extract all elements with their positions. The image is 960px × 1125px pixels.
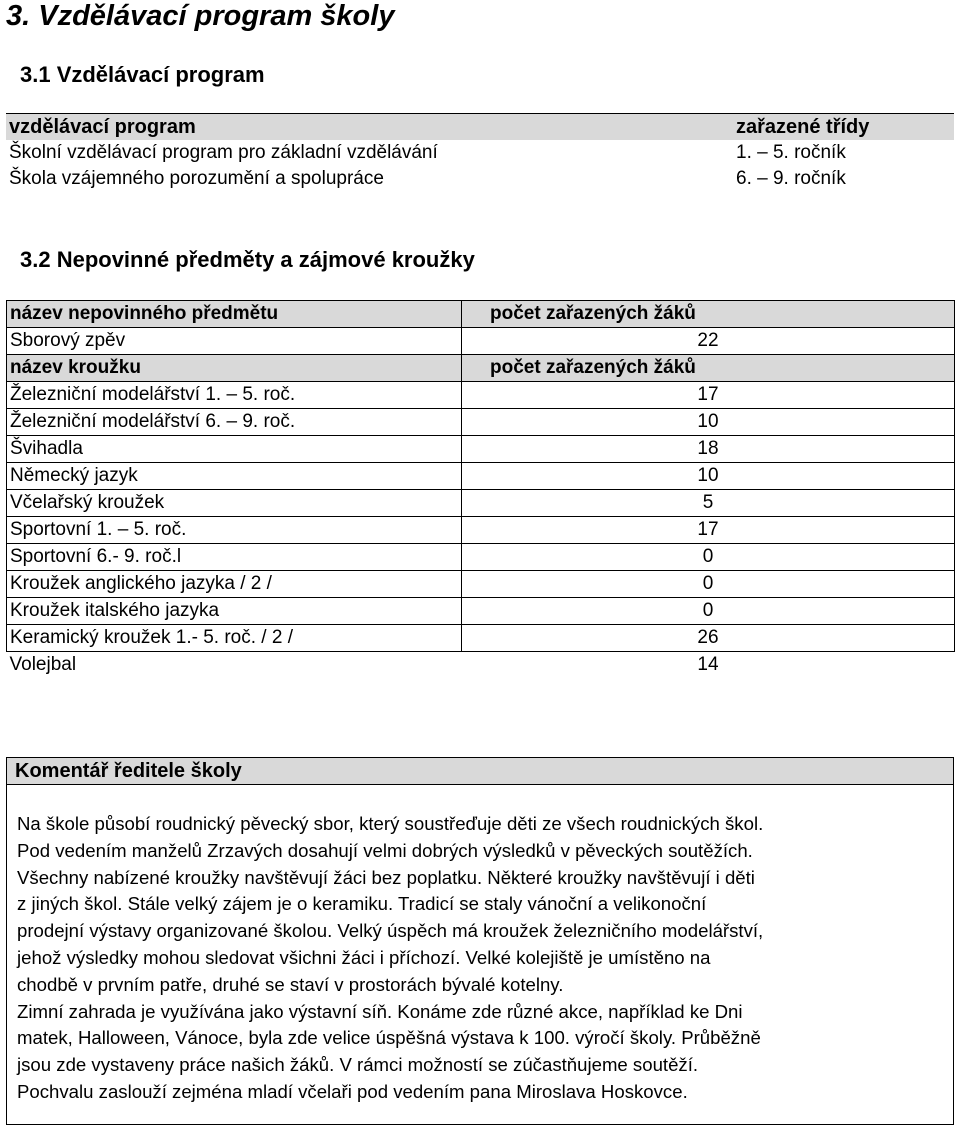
- comment-line: Pod vedením manželů Zrzavých dosahují velmi dobrých výsledků v pěveckých soutěžích.: [17, 839, 753, 861]
- classes-cell: 6. – 9. ročník: [736, 168, 846, 189]
- table-row: [7, 409, 955, 436]
- club-count-cell: 0: [462, 571, 955, 598]
- comment-line: prodejní výstavy organizované školou. Velký úspěch má kroužek železničního modelářství,: [17, 920, 764, 942]
- classes-cell: 1. – 5. ročník: [736, 142, 846, 163]
- comment-heading: Komentář ředitele školy: [7, 758, 953, 785]
- table-row: [7, 544, 955, 571]
- comment-line: z jiných škol. Stále velký zájem je o keramiku. Tradicí se staly vánoční a velikonoční: [17, 893, 707, 915]
- club-count-cell: 14: [462, 652, 955, 679]
- club-count-cell: 0: [462, 598, 955, 625]
- table-row: [7, 436, 955, 463]
- comment-line: Pochvalu zaslouží zejména mladí včelaři pod vedením pana Miroslava Hoskovce.: [17, 1080, 688, 1102]
- section-heading-program: 3.1 Vzdělávací program: [20, 62, 265, 87]
- comment-line: jehož výsledky mohou sledovat všichni žáci i příchozí. Velké kolejiště je umístěno na: [17, 946, 711, 968]
- comment-line: jsou zde vystaveny práce našich žáků. V rámci možností se zúčastňujeme soutěží.: [17, 1054, 699, 1076]
- page-title: 3. Vzdělávací program školy: [6, 0, 395, 32]
- program-table-header: [6, 114, 954, 141]
- club-name-cell: Sportovní 1. – 5. roč.: [7, 517, 462, 544]
- program-cell: Školní vzdělávací program pro základní vzdělávání: [9, 142, 438, 163]
- comment-line: Zimní zahrada je využívána jako výstavní síň. Konáme zde různé akce, například ke Dni: [17, 1000, 743, 1022]
- table-row: [7, 517, 955, 544]
- principal-comment-box: [6, 757, 954, 1125]
- club-name-cell: Německý jazyk: [7, 463, 462, 490]
- club-count-cell: 17: [462, 517, 955, 544]
- club-count-cell: 10: [462, 463, 955, 490]
- table-row: [7, 625, 955, 652]
- classes-header-cell: zařazené třídy: [728, 114, 954, 141]
- club-count-cell: 26: [462, 625, 955, 652]
- table-row: [7, 598, 955, 625]
- club-name-header: název kroužku: [7, 355, 462, 382]
- table-row: [7, 463, 955, 490]
- comment-body: [7, 811, 953, 1106]
- club-count-cell: 18: [462, 436, 955, 463]
- club-name-cell: Železniční modelářství 1. – 5. roč.: [7, 382, 462, 409]
- comment-line: Všechny nabízené kroužky navštěvují žáci bez poplatku. Některé kroužky navštěvují i děti: [17, 866, 755, 888]
- table-row: [6, 166, 954, 192]
- club-count-header: počet zařazených žáků: [462, 355, 955, 382]
- table-row: [7, 571, 955, 598]
- table-row: [7, 490, 955, 517]
- club-name-cell: Sportovní 6.- 9. roč.l: [7, 544, 462, 571]
- club-name-cell: Keramický kroužek 1.- 5. roč. / 2 /: [7, 625, 462, 652]
- table-row: [7, 328, 955, 355]
- club-name-cell: Kroužek italského jazyka: [7, 598, 462, 625]
- program-header-cell: vzdělávací program: [6, 114, 728, 141]
- table-row: [7, 382, 955, 409]
- subject-table-header: [7, 301, 955, 328]
- club-name-cell: Včelařský kroužek: [7, 490, 462, 517]
- club-name-cell: Švihadla: [7, 436, 462, 463]
- club-name-cell: Železniční modelářství 6. – 9. roč.: [7, 409, 462, 436]
- club-name-cell: Kroužek anglického jazyka / 2 /: [7, 571, 462, 598]
- club-table-header: [7, 355, 955, 382]
- program-table: [6, 113, 954, 192]
- table-row: [6, 140, 954, 166]
- club-count-cell: 17: [462, 382, 955, 409]
- subject-count-cell: 22: [462, 328, 955, 355]
- comment-line: matek, Halloween, Vánoce, byla zde velice úspěšná výstava k 100. výročí školy. Průběžně: [17, 1027, 761, 1049]
- program-cell: Škola vzájemného porozumění a spolupráce: [9, 168, 384, 189]
- section-heading-subjects: 3.2 Nepovinné předměty a zájmové kroužky: [20, 247, 475, 272]
- subjects-clubs-table: [6, 300, 955, 678]
- subject-name-header: název nepovinného předmětu: [7, 301, 462, 328]
- subject-name-cell: Sborový zpěv: [7, 328, 462, 355]
- subject-count-header: počet zařazených žáků: [462, 301, 955, 328]
- comment-line: chodbě v prvním patře, druhé se staví v prostorách bývalé kotelny.: [17, 973, 564, 995]
- club-name-cell: Volejbal: [7, 652, 462, 679]
- table-row: [7, 652, 955, 679]
- comment-line: Na škole působí roudnický pěvecký sbor, který soustřeďuje děti ze všech roudnických škol.: [17, 813, 764, 834]
- club-count-cell: 10: [462, 409, 955, 436]
- club-count-cell: 5: [462, 490, 955, 517]
- club-count-cell: 0: [462, 544, 955, 571]
